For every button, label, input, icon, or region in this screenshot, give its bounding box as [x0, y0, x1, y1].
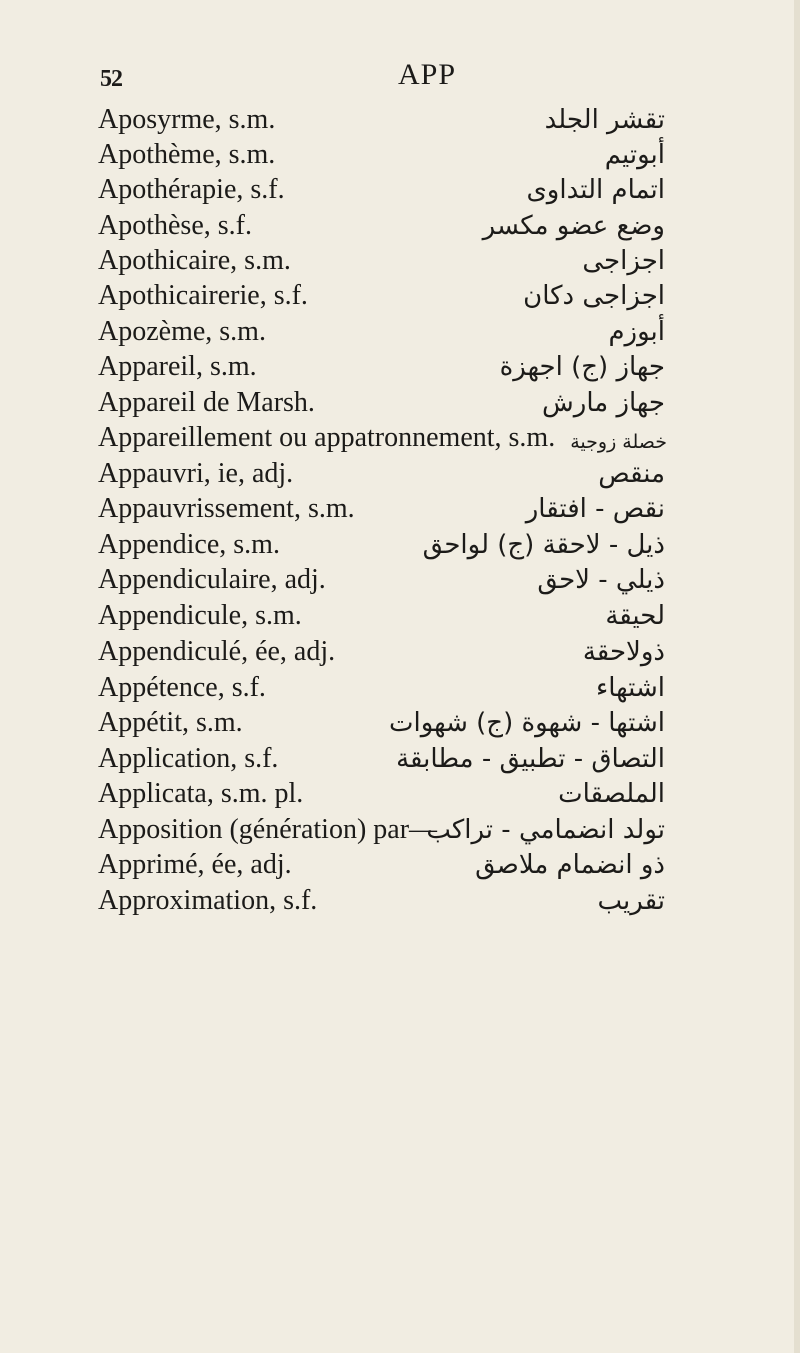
dictionary-entry — [0, 703, 800, 743]
arabic-translation: جهاز مارش — [542, 388, 665, 418]
arabic-translation: اشتها - شهوة (ج) شهوات — [389, 708, 665, 738]
page-number: 52 — [100, 66, 122, 92]
french-term: Appauvrissement, s.m. — [98, 493, 355, 524]
arabic-translation: منقص — [598, 459, 665, 489]
arabic-translation: اجزاجى — [582, 246, 665, 276]
arabic-translation: لحيقة — [605, 601, 665, 631]
french-term: Approximation, s.f. — [98, 885, 318, 916]
dictionary-entry — [0, 135, 800, 175]
french-term: Appareillement ou appatronnement, s.m. — [98, 422, 556, 453]
french-term: Apothicaire, s.m. — [98, 245, 291, 276]
arabic-translation: جهاز (ج) اجهزة — [499, 352, 665, 382]
dictionary-entry — [0, 774, 800, 814]
dictionary-entry — [0, 845, 800, 885]
dictionary-entry — [0, 206, 800, 246]
dictionary-entry — [0, 525, 800, 565]
arabic-translation: الملصقات — [558, 779, 665, 809]
french-term: Apothème, s.m. — [98, 139, 276, 170]
dictionary-entry — [0, 418, 800, 458]
arabic-translation: وضع عضو مكسر — [482, 211, 665, 241]
arabic-translation: خصلة زوجية — [570, 431, 667, 453]
dictionary-entry — [0, 881, 800, 921]
french-term: Appétit, s.m. — [98, 707, 243, 738]
dictionary-entry — [0, 489, 800, 529]
arabic-translation: أبوزم — [608, 317, 665, 347]
french-term: Appauvri, ie, adj. — [98, 458, 294, 489]
arabic-translation: ذيل - لاحقة (ج) لواحق — [422, 530, 665, 560]
arabic-translation: ذولاحقة — [582, 637, 665, 667]
dictionary-entry — [0, 560, 800, 600]
arabic-translation: تولد انضمامي - تراكب — [426, 815, 665, 845]
running-head: APP — [398, 58, 457, 91]
arabic-translation: اجزاجى دكان — [523, 281, 665, 311]
french-term: Appendicule, s.m. — [98, 600, 302, 631]
french-term: Appendiculaire, adj. — [98, 564, 326, 595]
french-term: Appendice, s.m. — [98, 529, 280, 560]
dictionary-entry — [0, 810, 800, 850]
french-term: Appareil de Marsh. — [98, 387, 315, 418]
arabic-translation: تقشر الجلد — [544, 105, 665, 135]
french-term: Apozème, s.m. — [98, 316, 266, 347]
arabic-translation: ذو انضمام ملاصق — [475, 850, 665, 880]
dictionary-entry — [0, 668, 800, 708]
french-term: Apprimé, ée, adj. — [98, 849, 292, 880]
french-term: Apothérapie, s.f. — [98, 174, 285, 205]
dictionary-entry — [0, 383, 800, 423]
dictionary-entry — [0, 276, 800, 316]
dictionary-entry — [0, 312, 800, 352]
dictionary-entry — [0, 170, 800, 210]
french-term: Appétence, s.f. — [98, 672, 266, 703]
dictionary-entry — [0, 596, 800, 636]
arabic-translation: أبوتيم — [604, 140, 665, 170]
dictionary-entry — [0, 241, 800, 281]
french-term: Applicata, s.m. pl. — [98, 778, 304, 809]
french-term: Appendiculé, ée, adj. — [98, 636, 336, 667]
arabic-translation: ذيلي - لاحق — [537, 565, 665, 595]
arabic-translation: تقريب — [597, 886, 665, 916]
french-term: Aposyrme, s.m. — [98, 104, 276, 135]
dictionary-entry — [0, 454, 800, 494]
french-term: Apothèse, s.f. — [98, 210, 252, 241]
dictionary-entry — [0, 100, 800, 140]
french-term: Apothicairerie, s.f. — [98, 280, 308, 311]
french-term: Apposition (génération) par— — [98, 814, 438, 845]
arabic-translation: اتمام التداوى — [526, 175, 665, 205]
dictionary-entry — [0, 632, 800, 672]
dictionary-entry — [0, 739, 800, 779]
arabic-translation: التصاق - تطبيق - مطابقة — [396, 744, 665, 774]
arabic-translation: نقص - افتقار — [525, 494, 665, 524]
arabic-translation: اشتهاء — [596, 673, 665, 703]
french-term: Application, s.f. — [98, 743, 279, 774]
french-term: Appareil, s.m. — [98, 351, 257, 382]
dictionary-entry — [0, 347, 800, 387]
